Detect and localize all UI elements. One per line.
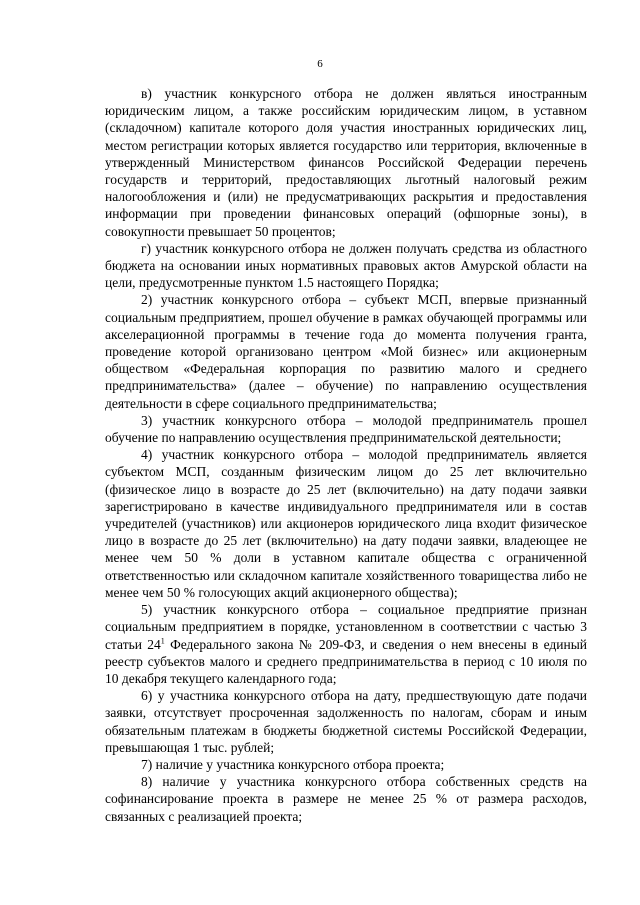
paragraph-4: 4) участник конкурсного отбора – молодой предприниматель является субъектом МСП, созданным физическим лицом до 25 лет включительно (физическое лицо в возрасте до 25 лет (включительно) на дату подачи заявки зарегистрировано в качестве индивидуального предпринимателя или в состав учредителей (участников) или акционеров юридического лица входит физическое лицо в возрасте до 25 лет (включительно) на дату подачи заявки, владеющее не менее чем 50 % доли в уставном капитале общества с ограниченной ответственностью или складочном капитале хозяйственного товарищества либо не менее чем 50 % голосующих акций акционерного общества); — [105, 447, 587, 600]
paragraph-5-text-start: 5) участник конкурсного отбора – социальное предприятие признан социальным предприятием в порядке, установленном в соответствии с частью 3 статьи 24 — [105, 602, 587, 652]
paragraph-v: в) участник конкурсного отбора не должен являться иностранным юридическим лицом, а также российским юридическим лицом, в уставном (складочном) капитале которого доля участия иностранных юридических лиц, местом регистрации которых является государство или территория, включенные в утвержденный Министерством финансов Российской Федерации перечень государств и территорий, предоставляющих льготный налоговый режим налогообложения и (или) не предусматривающих раскрытия и предоставления информации при проведении финансовых операций (офшорные зоны), в совокупности превышает 50 процентов; — [105, 86, 587, 239]
document-body — [105, 85, 587, 825]
paragraph-6: 6) у участника конкурсного отбора на дату, предшествующую дате подачи заявки, отсутствует просроченная задолженность по налогам, сборам и иным обязательным платежам в бюджеты бюджетной системы Российской Федерации, превышающая 1 тыс. рублей; — [105, 688, 587, 755]
paragraph-5-text-end: Федерального закона № 209-ФЗ, и сведения о нем внесены в единый реестр субъектов малого и среднего предпринимательства в период с 10 июля по 10 декабря текущего календарного года; — [105, 636, 588, 686]
page-number: 6 — [317, 58, 323, 70]
paragraph-2: 2) участник конкурсного отбора – субъект МСП, впервые признанный социальным предприятием, прошел обучение в рамках обучающей программы или акселерационной программы в течение года до момента получения гранта, проведение которой организовано центром «Мой бизнес» или акционерным обществом «Федеральная корпорация по развитию малого и среднего предпринимательства» (далее – обучение) по направлению осуществления деятельности в сфере социального предпринимательства; — [105, 292, 587, 411]
superscript-article-number: 1 — [160, 636, 165, 645]
paragraph-g: г) участник конкурсного отбора не должен получать средства из областного бюджета на основании иных нормативных правовых актов Амурской области на цели, предусмотренные пунктом 1.5 настоящего Порядка; — [105, 240, 587, 291]
paragraph-8: 8) наличие у участника конкурсного отбора собственных средств на софинансирование проекта в размере не менее 25 % от размера расходов, связанных с реализацией проекта; — [105, 774, 587, 824]
paragraph-7: 7) наличие у участника конкурсного отбора проекта; — [141, 756, 445, 772]
paragraph-5 — [105, 601, 587, 687]
paragraph-3: 3) участник конкурсного отбора – молодой предприниматель прошел обучение по направлению осуществления предпринимательской деятельности; — [105, 412, 587, 446]
